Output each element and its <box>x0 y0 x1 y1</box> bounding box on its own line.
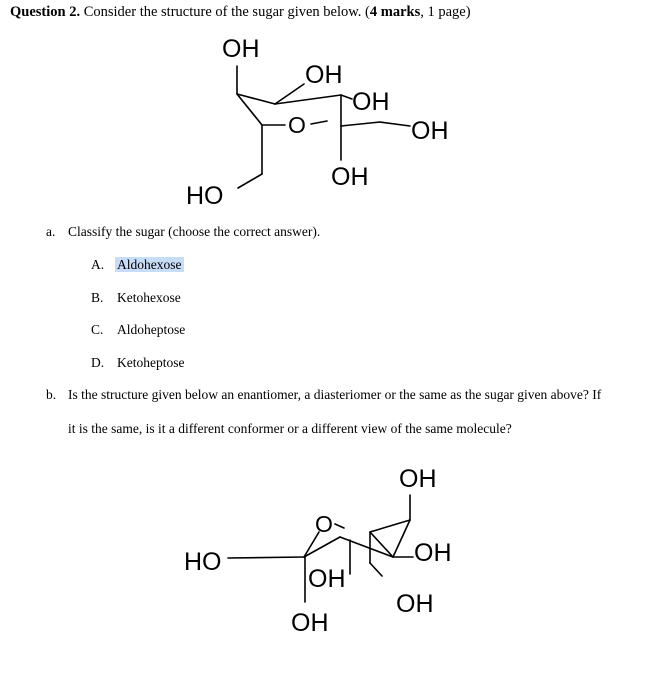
m2-oh-bottom: OH <box>291 609 329 637</box>
question-tail: , 1 page) <box>420 4 471 20</box>
m2-oh-inner: OH <box>308 565 346 593</box>
m1-oh-bottom: OH <box>331 163 369 191</box>
m1-ring-oxygen: O <box>288 112 306 138</box>
option-a-highlight[interactable]: Aldohexose <box>117 257 182 272</box>
option-b-letter: B. <box>91 290 104 305</box>
option-c-text[interactable]: Aldoheptose <box>117 322 186 337</box>
part-b-line2: it is the same, is it a different conformer or a different view of the same molecule? <box>68 421 512 436</box>
question-marks: 4 marks <box>369 4 421 20</box>
option-d-text[interactable]: Ketoheptose <box>117 355 185 370</box>
m1-ho-left: HO <box>186 182 224 210</box>
question-number: Question 2. <box>10 4 81 20</box>
option-d-letter: D. <box>91 355 105 370</box>
m2-ho-left: HO <box>184 548 222 576</box>
option-b-text[interactable]: Ketohexose <box>117 290 181 305</box>
part-b-line1: Is the structure given below an enantiomer, a diasteriomer or the same as the sugar given above? If <box>68 387 602 402</box>
m2-oh-top: OH <box>399 465 437 493</box>
m2-oh-lower-right: OH <box>396 590 434 618</box>
molecule-2 <box>184 465 452 637</box>
m1-oh-upper: OH <box>305 61 343 89</box>
molecule-1 <box>186 35 449 210</box>
option-a-letter: A. <box>91 257 105 272</box>
question-intro: Consider the structure of the sugar given below. ( <box>80 4 370 20</box>
m1-oh-mid: OH <box>352 88 390 116</box>
m1-oh-top: OH <box>222 35 260 63</box>
part-b-marker: b. <box>46 387 57 402</box>
option-c-letter: C. <box>91 322 104 337</box>
part-a-marker: a. <box>46 224 56 239</box>
m2-oh-right: OH <box>414 539 452 567</box>
m1-oh-right: OH <box>411 117 449 145</box>
m2-ring-oxygen: O <box>315 511 333 537</box>
part-a-prompt: Classify the sugar (choose the correct answer). <box>68 224 321 239</box>
